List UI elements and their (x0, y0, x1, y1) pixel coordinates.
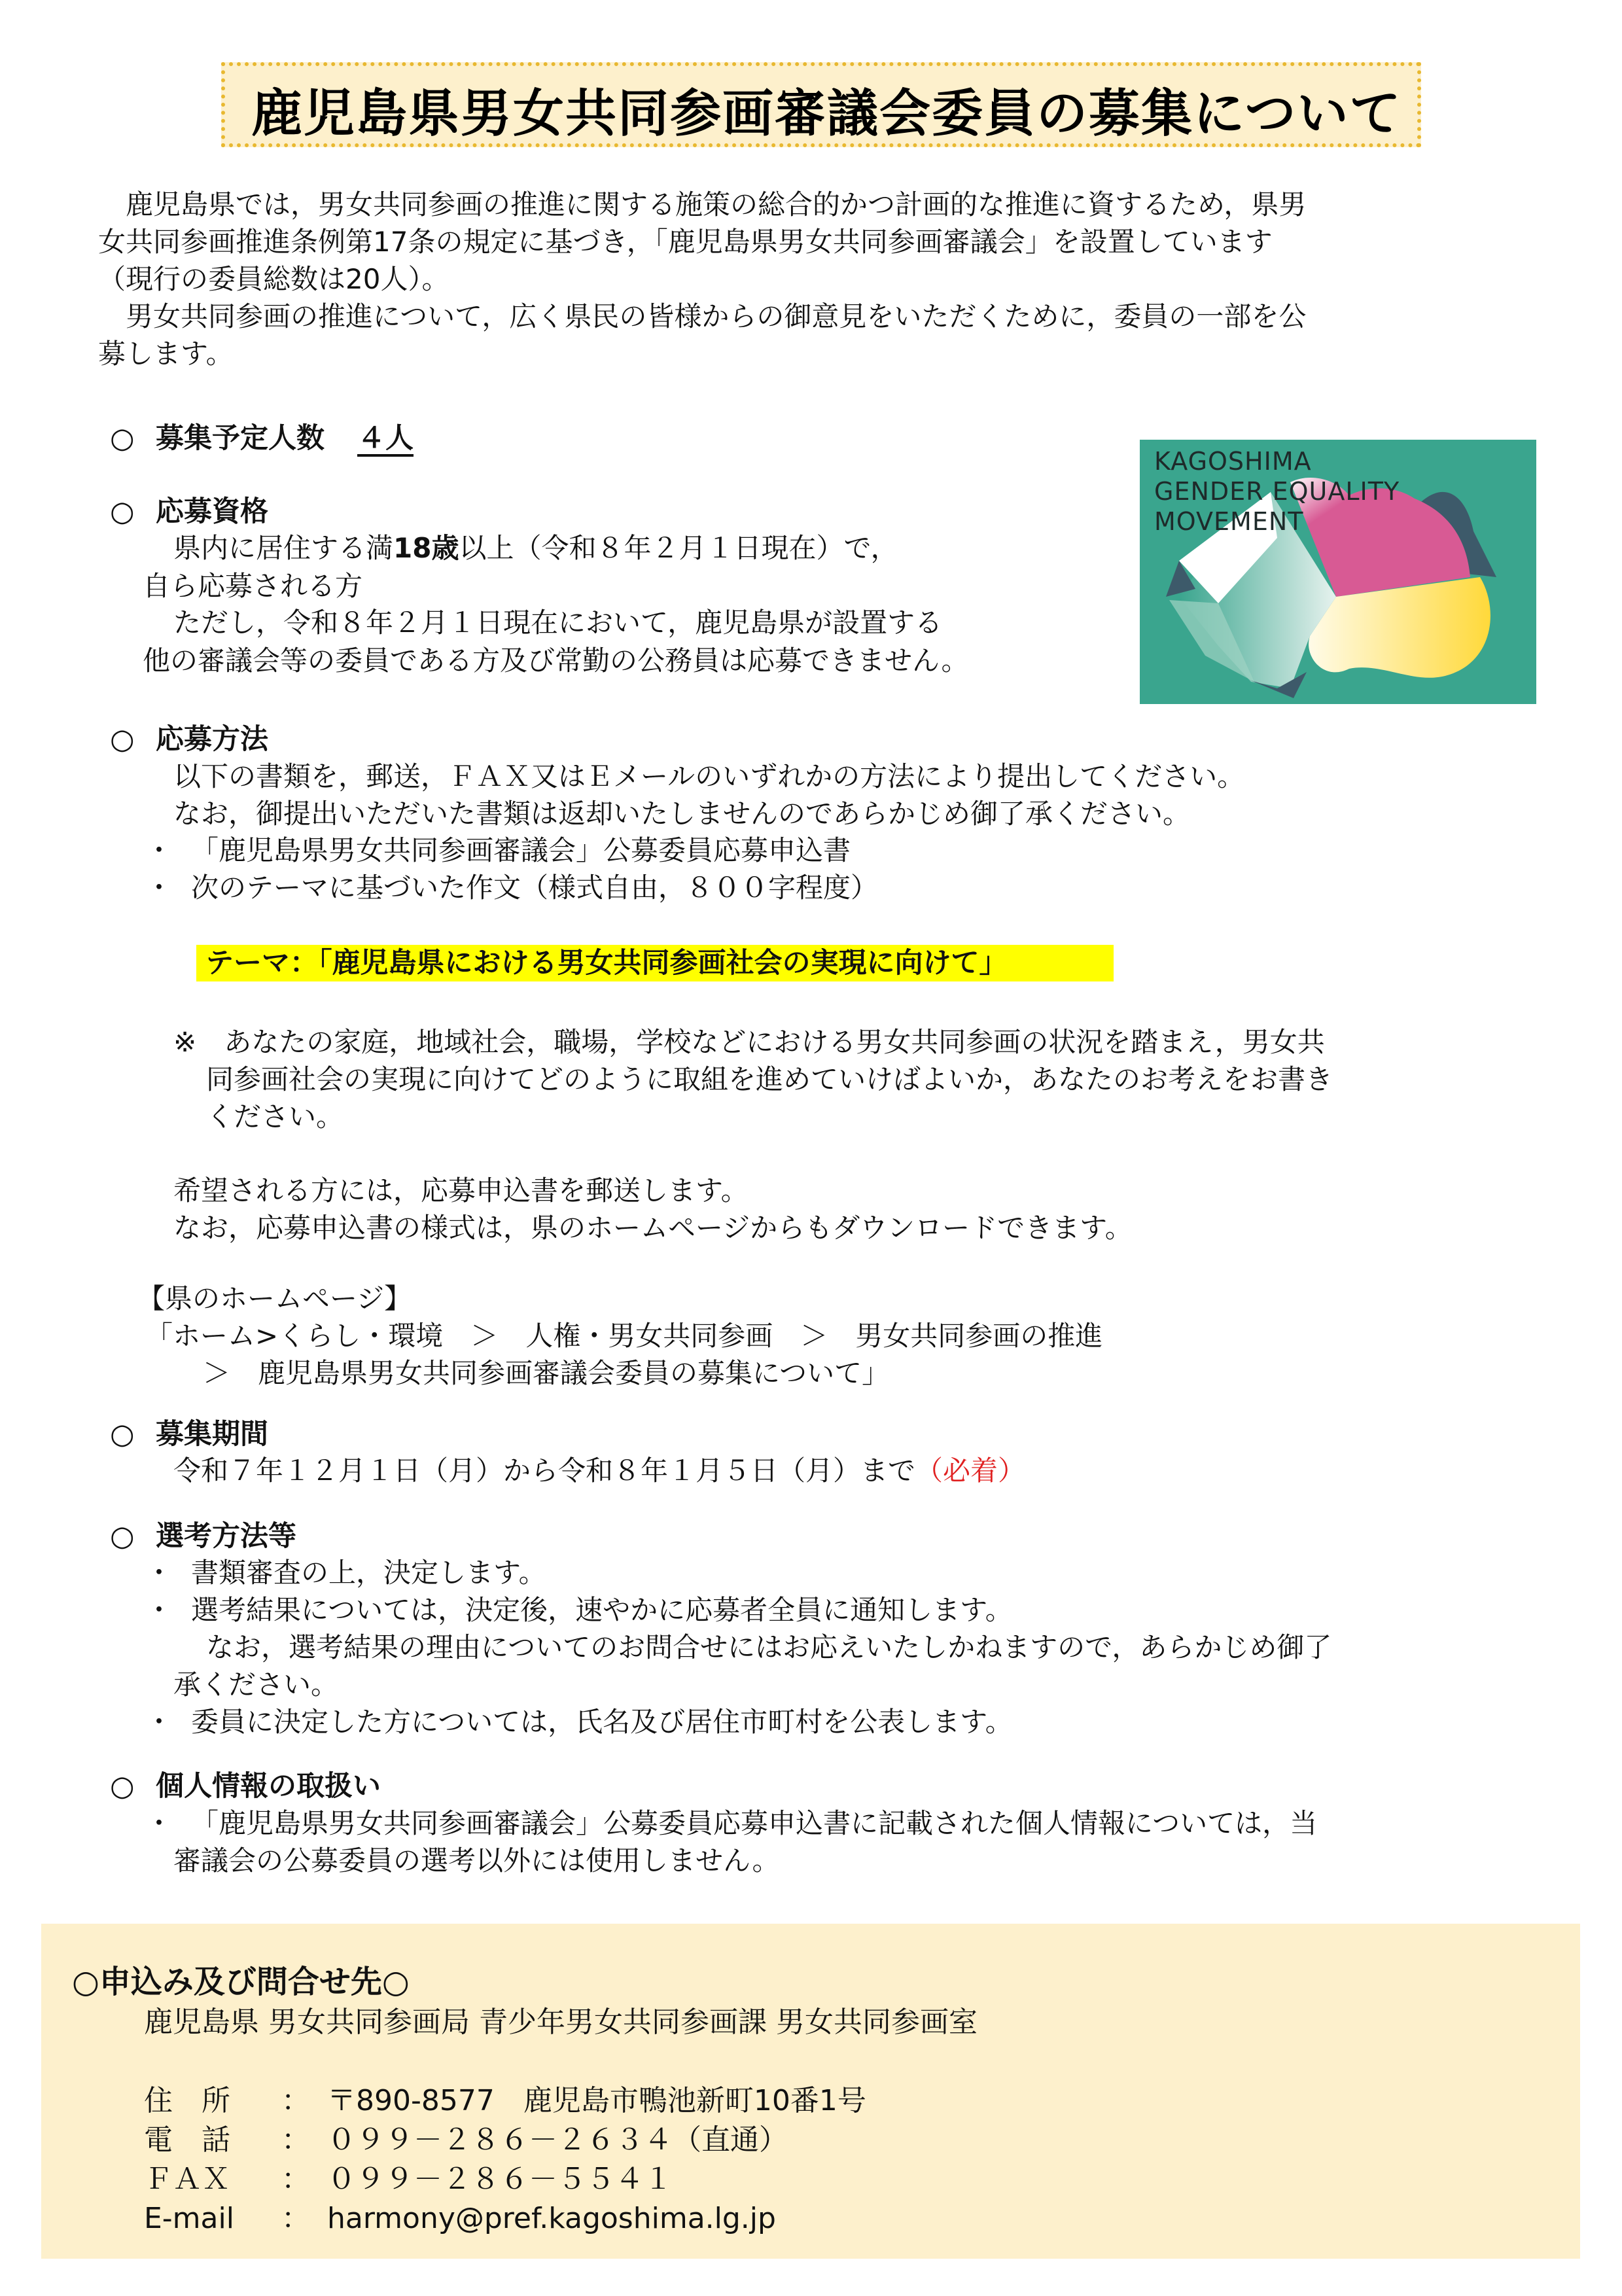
contact-org: 鹿児島県 男女共同参画局 青少年男女共同参画課 男女共同参画室 (144, 2005, 978, 2039)
logo-line: KAGOSHIMA (1154, 447, 1312, 476)
privacy-line: 審議会の公募委員の選考以外には使用しません。 (173, 1845, 780, 1877)
homepage-path[interactable]: 「ホーム>くらし・環境 ＞ 人権・男女共同参画 ＞ 男女共同参画の推進 (145, 1320, 1103, 1352)
deadline-note: （必着） (915, 1455, 1026, 1487)
dot-bullet-icon: ・ (145, 1706, 173, 1738)
intro-line: （現行の委員総数は20人）。 (98, 263, 450, 295)
section-heading: 応募方法 (156, 723, 268, 756)
phone-value[interactable]: ０９９－２８６－２６３４（直通） (327, 2123, 788, 2157)
separator: ： (281, 2123, 310, 2157)
note-line: ※ あなたの家庭，地域社会，職場，学校などにおける男女共同参画の状況を踏まえ，男女共 (173, 1026, 1325, 1058)
dot-bullet-icon: ・ (145, 1807, 173, 1839)
address-value: 〒890-8577 鹿児島市鴨池新町10番1号 (327, 2084, 866, 2117)
section-selection (110, 1517, 296, 1556)
kagoshima-gender-equality-logo (1140, 440, 1536, 704)
text: 県内に居住する満 (173, 532, 394, 564)
selection-bullet (145, 1591, 1013, 1630)
text: 以上（令和８年２月１日現在）で， (459, 532, 898, 564)
section-privacy (110, 1767, 381, 1806)
separator: ： (281, 2163, 310, 2196)
address-label: 住 所 (144, 2084, 230, 2117)
dot-bullet-icon: ・ (145, 1557, 173, 1589)
circle-bullet-icon: ○ (110, 1418, 135, 1451)
note-line: ください。 (206, 1101, 344, 1133)
intro-line: 女共同参画推進条例第17条の規定に基づき，「鹿児島県男女共同参画審議会」を設置しています (98, 226, 1273, 258)
dot-bullet-icon: ・ (145, 1594, 173, 1626)
section-heading: 募集期間 (156, 1418, 268, 1451)
fax-value: ０９９－２８６－５５４１ (327, 2163, 673, 2196)
separator: ： (281, 2202, 310, 2235)
bullet-text: 「鹿児島県男女共同参画審議会」公募委員応募申込書 (191, 834, 851, 866)
circle-bullet-icon: ○ (110, 1520, 135, 1553)
selection-bullet (145, 1553, 546, 1593)
method-line: なお，御提出いただいた書類は返却いたしませんのであらかじめ御了承ください。 (173, 798, 1191, 830)
fax-label: ＦＡＸ (144, 2163, 230, 2196)
circle-bullet-icon: ○ (110, 723, 135, 756)
contact-heading: ○申込み及び問合せ先○ (72, 1964, 410, 2000)
dot-bullet-icon: ・ (145, 834, 173, 866)
contact-phone (144, 2120, 788, 2161)
eligibility-line: 他の審議会等の委員である方及び常勤の公務員は応募できません。 (143, 645, 969, 677)
mail-line: なお，応募申込書の様式は，県のホームページからもダウンロードできます。 (173, 1212, 1133, 1244)
email-label: E-mail (144, 2202, 234, 2235)
section-eligibility (110, 492, 268, 531)
section-heading: 募集予定人数 (156, 422, 325, 455)
selection-subline: 承ください。 (173, 1669, 339, 1701)
section-heading: 応募資格 (156, 495, 268, 528)
bullet-text: 次のテーマに基づいた作文（様式自由，８００字程度） (191, 872, 879, 904)
contact-fax (144, 2159, 673, 2200)
intro-line: 男女共同参画の推進について，広く県民の皆様からの御意見をいただくために，委員の一部を公 (98, 300, 1307, 332)
intro-line: 鹿児島県では，男女共同参画の推進に関する施策の総合的かつ計画的な推進に資するため，県男 (98, 188, 1307, 221)
note-line: 同参画社会の実現に向けてどのように取組を進めていけばよいか，あなたのお考えをお書き (206, 1063, 1333, 1095)
section-period (110, 1415, 268, 1454)
recruit-count-value: ４人 (357, 422, 414, 455)
mail-line: 希望される方には，応募申込書を郵送します。 (173, 1174, 749, 1207)
essay-theme-highlight (196, 945, 1114, 981)
homepage-label: 【県のホームページ】 (137, 1282, 412, 1315)
homepage-path[interactable]: ＞ 鹿児島県男女共同参画審議会委員の募集について」 (203, 1357, 890, 1389)
circle-bullet-icon: ○ (110, 1770, 135, 1803)
selection-subline: なお，選考結果の理由についてのお問合せにはお応えいたしかねますので，あらかじめ御了 (206, 1631, 1332, 1663)
selection-bullet (145, 1703, 1013, 1742)
period-line (173, 1451, 1025, 1491)
circle-bullet-icon: ○ (110, 495, 135, 528)
section-method (110, 720, 268, 759)
logo-text (1154, 446, 1400, 537)
method-bullet (145, 868, 878, 908)
intro-line: 募します。 (98, 338, 234, 370)
contact-address (144, 2081, 866, 2121)
essay-theme: テーマ：「鹿児島県における男女共同参画社会の実現に向けて」 (205, 947, 1008, 980)
privacy-line (145, 1804, 1317, 1843)
eligibility-line: ただし，令和８年２月１日現在において，鹿児島県が設置する (173, 607, 943, 639)
section-recruit-count (110, 419, 414, 458)
method-bullet (145, 831, 851, 870)
bullet-text: 委員に決定した方については，氏名及び居住市町村を公表します。 (191, 1706, 1013, 1738)
eligibility-line (173, 529, 898, 568)
method-line: 以下の書類を，郵送，ＦＡＸ又はＥメールのいずれかの方法により提出してください。 (173, 760, 1245, 792)
period-text: 令和７年１２月１日（月）から令和８年１月５日（月）まで (173, 1455, 916, 1487)
age-requirement: 18歳 (393, 532, 459, 564)
section-heading: 選考方法等 (156, 1520, 296, 1553)
contact-email (144, 2199, 776, 2239)
logo-line: MOVEMENT (1154, 507, 1304, 536)
phone-label: 電 話 (144, 2123, 230, 2157)
bullet-text: 選考結果については，決定後，速やかに応募者全員に通知します。 (191, 1594, 1013, 1626)
privacy-text: 「鹿児島県男女共同参画審議会」公募委員応募申込書に記載された個人情報については，当 (191, 1807, 1318, 1839)
logo-line: GENDER EQUALITY (1154, 477, 1400, 506)
separator: ： (281, 2084, 310, 2117)
title-banner (221, 62, 1421, 147)
dot-bullet-icon: ・ (145, 872, 173, 904)
bullet-text: 書類審査の上，決定します。 (191, 1557, 546, 1589)
section-heading: 個人情報の取扱い (156, 1770, 381, 1803)
email-link[interactable]: harmony@pref.kagoshima.lg.jp (327, 2202, 776, 2235)
page-title: 鹿児島県男女共同参画審議会委員の募集について (251, 84, 1402, 143)
circle-bullet-icon: ○ (110, 422, 135, 455)
eligibility-line: 自ら応募される方 (143, 570, 363, 602)
